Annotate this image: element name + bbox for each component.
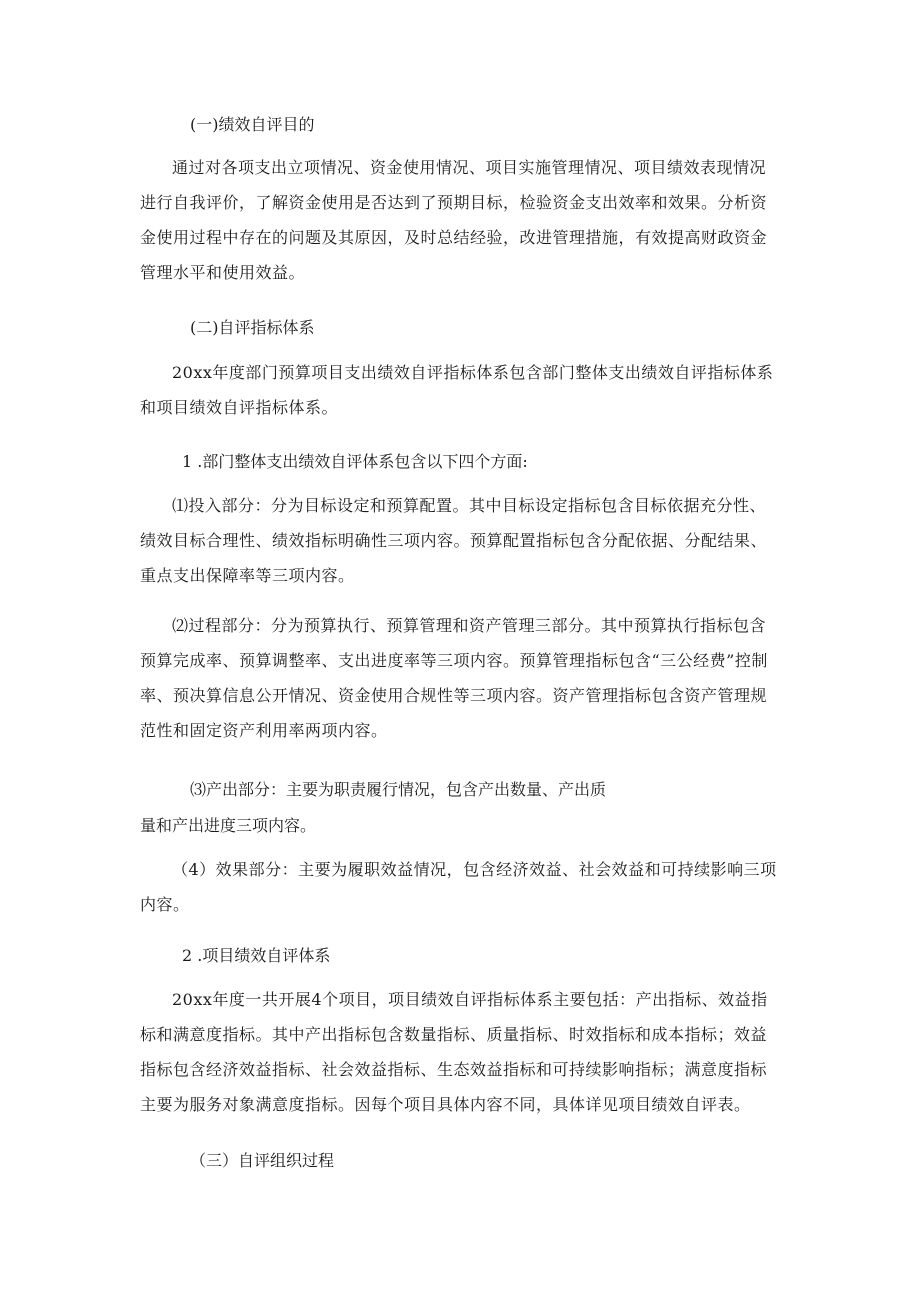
paragraph-effect: （4）效果部分：主要为履职效益情况，包含经济效益、社会效益和可持续影响三项内容。 xyxy=(140,860,777,914)
paragraph-process: ⑵过程部分：分为预算执行、预算管理和资产管理三部分。其中预算执行指标包含预算完成率、预算调整率、支出进度率等三项内容。预算管理指标包含“三公经费”控制率、预决算信息公开情况、资金使用合规性等三项内容。资产管理指标包含资产管理规范性和固定资产利用率两项内容。 xyxy=(140,616,768,740)
section-heading-2: (二)自评指标体系 xyxy=(190,318,315,337)
list-item-1: 1 .部门整体支出绩效自评体系包含以下四个方面: xyxy=(182,452,528,471)
paragraph-output-line1: ⑶产出部分：主要为职责履行情况，包含产出数量、产出质 xyxy=(190,780,607,799)
section-heading-3: （三）自评组织过程 xyxy=(190,1151,335,1170)
paragraph-purpose: 通过对各项支出立项情况、资金使用情况、项目实施管理情况、项目绩效表现情况进行自我评价，了解资金使用是否达到了预期目标，检验资金支出效率和效果。分析资金使用过程中存在的问题及其原因，及时总结经验，改进管理措施，有效提高财政资金管理水平和使用效益。 xyxy=(140,158,768,282)
paragraph-output-line2: 量和产出进度三项内容。 xyxy=(140,816,317,835)
paragraph-input: ⑴投入部分：分为目标设定和预算配置。其中目标设定指标包含目标依据充分性、绩效目标合理性、绩效指标明确性三项内容。预算配置指标包含分配依据、分配结果、重点支出保障率等三项内容。 xyxy=(140,496,768,585)
paragraph-project-system: 20xx年度一共开展4个项目，项目绩效自评指标体系主要包括：产出指标、效益指标和满意度指标。其中产出指标包含数量指标、质量指标、时效指标和成本指标；效益指标包含经济效益指标、社会效益指标、生态效益指标和可持续影响指标；满意度指标主要为服务对象满意度指标。因每个项目具体内容不同，具体详见项目绩效自评表。 xyxy=(140,990,768,1114)
list-item-2: 2 .项目绩效自评体系 xyxy=(182,946,331,965)
paragraph-indicator-system: 20xx年度部门预算项目支出绩效自评指标体系包含部门整体支出绩效自评指标体系和项目绩效自评指标体系。 xyxy=(140,363,774,417)
section-heading-1: (一)绩效自评目的 xyxy=(190,115,315,134)
